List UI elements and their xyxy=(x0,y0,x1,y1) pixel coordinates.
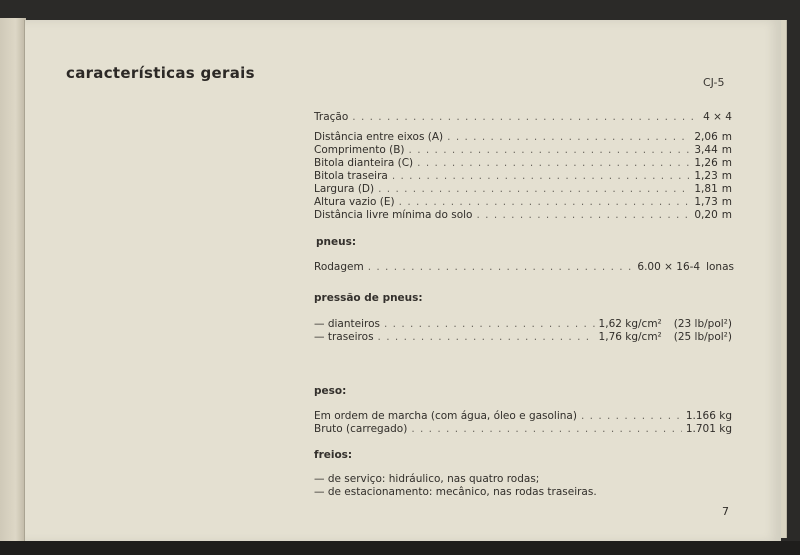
spec-row xyxy=(314,170,732,182)
leader-dots xyxy=(409,144,691,156)
spec-row xyxy=(314,196,732,208)
page-title: características gerais xyxy=(66,64,255,82)
leader-dots xyxy=(378,183,690,195)
spec-label: Largura (D) xyxy=(314,183,375,195)
pressure-row xyxy=(314,318,732,330)
spec-unit: m xyxy=(721,170,732,182)
spec-row xyxy=(314,209,732,221)
spec-row xyxy=(314,111,732,123)
leader-dots xyxy=(368,261,634,273)
manual-page xyxy=(24,20,781,542)
spec-label: Distância livre mínima do solo xyxy=(314,209,473,221)
tire-row xyxy=(314,261,734,273)
spec-label: Altura vazio (E) xyxy=(314,196,395,208)
spec-value: 1,23 xyxy=(694,170,718,182)
leader-dots xyxy=(417,157,690,169)
leader-dots xyxy=(447,131,690,143)
spec-value: 1,26 xyxy=(694,157,718,169)
previous-page-edge xyxy=(0,18,26,546)
spec-row xyxy=(314,157,732,169)
spec-value: 0,20 xyxy=(694,209,718,221)
brake-line: — de estacionamento: mecânico, nas rodas traseiras. xyxy=(314,486,597,498)
section-heading-pressao: pressão de pneus: xyxy=(314,292,423,304)
spec-value: 1,81 xyxy=(694,183,718,195)
page-number: 7 xyxy=(722,505,729,518)
section-heading-peso: peso: xyxy=(314,385,347,397)
weight-row xyxy=(314,410,732,422)
spec-value: 1,73 xyxy=(694,196,718,208)
spec-label: Tração xyxy=(314,111,349,123)
leader-dots xyxy=(378,331,595,343)
spec-label: Comprimento (B) xyxy=(314,144,405,156)
pressure-value: 1,62 kg/cm² xyxy=(598,318,662,330)
spec-row xyxy=(314,131,732,143)
spec-unit: m xyxy=(721,144,732,156)
tire-label: Rodagem xyxy=(314,261,364,273)
weight-row xyxy=(314,423,732,435)
model-label: CJ-5 xyxy=(703,76,725,89)
spec-unit: m xyxy=(721,157,732,169)
spec-value: 4 × 4 xyxy=(703,111,732,123)
spec-label: Distância entre eixos (A) xyxy=(314,131,444,143)
spec-row xyxy=(314,144,732,156)
leader-dots xyxy=(392,170,691,182)
pressure-value: 1,76 kg/cm² xyxy=(598,331,662,343)
leader-dots xyxy=(352,111,699,123)
spec-row xyxy=(314,183,732,195)
spec-label: Bitola traseira xyxy=(314,170,388,182)
pressure-alt: (23 lb/pol²) xyxy=(673,318,732,330)
leader-dots xyxy=(581,410,682,422)
spec-unit: m xyxy=(721,196,732,208)
weight-value: 1.166 kg xyxy=(685,410,732,422)
spec-value: 3,44 xyxy=(694,144,718,156)
tire-value: 6.00 × 16-4 xyxy=(637,261,701,273)
pressure-alt: (25 lb/pol²) xyxy=(673,331,732,343)
spec-value: 2,06 xyxy=(694,131,718,143)
section-heading-pneus: pneus: xyxy=(316,236,357,248)
brake-line: — de serviço: hidráulico, nas quatro rodas; xyxy=(314,473,540,485)
background-surface xyxy=(0,541,800,555)
leader-dots xyxy=(476,209,690,221)
tire-unit: lonas xyxy=(706,261,734,273)
weight-label: Bruto (carregado) xyxy=(314,423,408,435)
leader-dots xyxy=(384,318,595,330)
pressure-label: — traseiros xyxy=(314,331,374,343)
spec-unit: m xyxy=(721,131,732,143)
weight-label: Em ordem de marcha (com água, óleo e gasolina) xyxy=(314,410,577,422)
spec-label: Bitola dianteira (C) xyxy=(314,157,414,169)
spec-unit: m xyxy=(721,183,732,195)
spec-unit: m xyxy=(721,209,732,221)
section-heading-freios: freios: xyxy=(314,449,353,461)
pressure-row xyxy=(314,331,732,343)
leader-dots xyxy=(411,423,682,435)
weight-value: 1.701 kg xyxy=(685,423,732,435)
pressure-label: — dianteiros xyxy=(314,318,380,330)
leader-dots xyxy=(399,196,691,208)
